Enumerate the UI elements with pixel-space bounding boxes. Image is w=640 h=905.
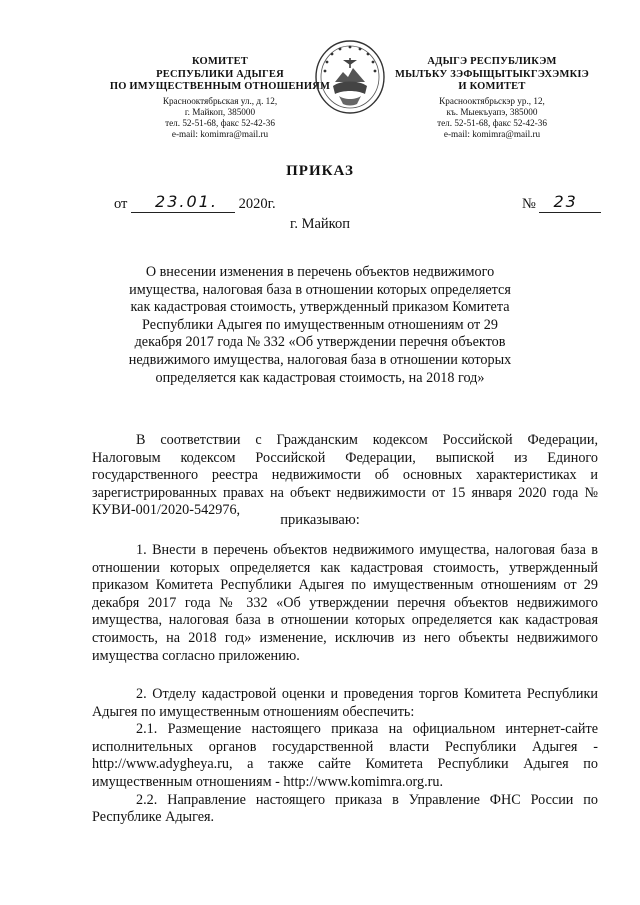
org-email: e-mail: komimra@mail.ru	[171, 129, 269, 140]
preamble-block	[92, 432, 598, 520]
document-city: г. Майкоп	[290, 216, 350, 232]
item-1-block	[92, 542, 598, 665]
document-date	[114, 192, 276, 213]
date-handwritten: 23.01.	[155, 192, 218, 211]
org-phone: тел. 52-51-68, факс 52-42-36	[165, 117, 275, 128]
item-2-paragraph: 2. Отделу кадастровой оценки и проведения торгов Комитета Республики Адыгея по имущественным отношениям обеспечить:	[92, 686, 598, 720]
org-name-line1: КОМИТЕТ	[191, 56, 248, 67]
org-ady-address: Краснооктябрьскэр ур., 12,	[439, 95, 545, 106]
org-city: г. Майкоп, 385000	[184, 106, 256, 117]
document-title: ПРИКАЗ	[286, 163, 354, 179]
item-2-2-paragraph: 2.2. Направление настоящего приказа в Управление ФНС России по Республике Адыгея.	[92, 791, 598, 826]
number-handwritten: 23	[553, 192, 578, 211]
item-1-paragraph: 1. Внести в перечень объектов недвижимого имущества, налоговая база в отношении которых определяется как кадастровая стоимость, утвержденный приказом Комитета Республики Адыгея по имущественным отношениям от 29 декабря 2017 года № 332 «Об утверждении перечня объектов недвижимого имущества, налоговая база в отношении которых определяется как кадастровая стоимость, на 2018 год» изменение, исключив из него объекты недвижимого имущества согласно приложению.	[92, 542, 598, 664]
org-ady-email: e-mail: komimra@mail.ru	[443, 129, 541, 140]
org-address: Краснооктябрьская ул., д. 12,	[162, 95, 278, 106]
item-2-block	[92, 686, 598, 827]
org-name-ady-line2: МЫЛЪКУ ЗЭФЫЩЫТЫКГЭХЭМКIЭ	[395, 68, 589, 80]
date-prefix: от	[114, 196, 128, 212]
org-name-line3: ПО ИМУЩЕСТВЕННЫМ ОТНОШЕНИЯМ	[109, 81, 331, 92]
item-2-1-paragraph: 2.1. Размещение настоящего приказа на официальном интернет-сайте исполнительных органов государственной власти Республики Адыгея - http://www.adygheya.ru, а также сайте Комитета Республики Адыгея по имущественным отношениям - http://www.komimra.org.ru.	[92, 721, 598, 790]
date-suffix: 2020г.	[238, 196, 276, 212]
header-left	[100, 56, 340, 140]
preamble-paragraph: В соответствии с Гражданским кодексом Российской Федерации, Налоговым кодексом Российской Федерации, выпиской из Единого государственного реестра недвижимости об основных характеристиках и зарегистрированных правах на объект недвижимости от 15 января 2020 года № КУВИ-001/2020-542976,	[92, 432, 598, 519]
document-subject: О внесении изменения в перечень объектов недвижимого имущества, налоговая база в отношении которых определяется как кадастровая стоимость, утвержденный приказом Комитета Республики Адыгея по имущественным отношениям от 29 декабря 2017 года № 332 «Об утверждении перечня объектов недвижимого имущества, налоговая база в отношении которых определяется как кадастровая стоимость, на 2018 год»	[128, 264, 512, 386]
org-name-ady-line3: И КОМИТЕТ	[458, 81, 526, 92]
number-prefix: №	[522, 196, 536, 212]
header-right	[382, 56, 602, 140]
org-name-ady-line1: АДЫГЭ РЕСПУБЛИКЭМ	[427, 56, 557, 67]
number-field	[539, 192, 601, 213]
document-number	[522, 192, 601, 213]
orders-word: приказываю:	[280, 512, 360, 528]
org-ady-phone: тел. 52-51-68, факс 52-42-36	[437, 117, 547, 128]
org-name-line2: РЕСПУБЛИКИ АДЫГЕЯ	[156, 68, 284, 80]
coat-of-arms-emblem-icon	[313, 38, 387, 116]
date-field	[131, 192, 235, 213]
org-ady-city: къ. Мыекъуапэ, 385000	[446, 106, 538, 117]
